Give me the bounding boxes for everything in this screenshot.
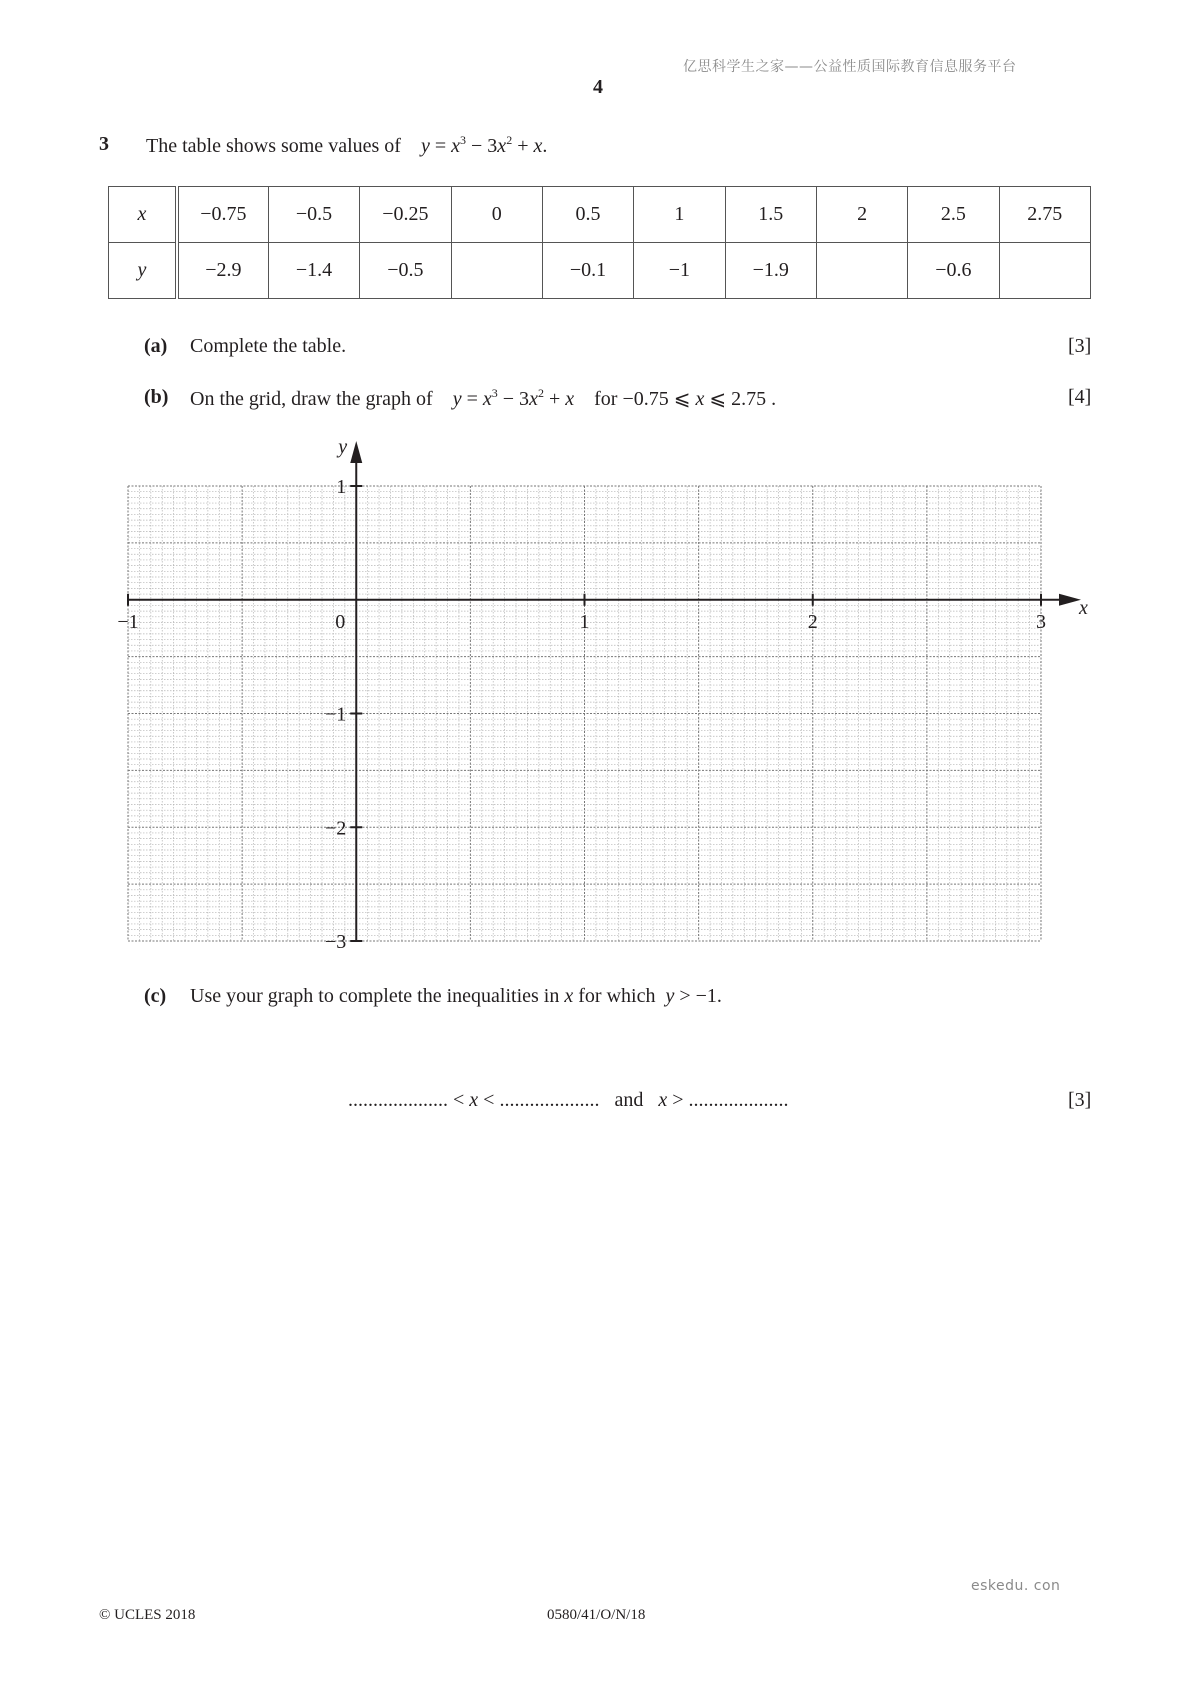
eq-y: y bbox=[452, 388, 462, 410]
answer-line bbox=[348, 1089, 789, 1112]
range-x: x bbox=[695, 388, 705, 410]
axis-tick-labels bbox=[117, 436, 1088, 953]
x-tick-label: −1 bbox=[117, 610, 139, 633]
table-header-x: x bbox=[109, 187, 178, 243]
eq-x-cubed: x bbox=[482, 388, 492, 410]
part-c-text bbox=[190, 985, 722, 1008]
range-end: ⩽ 2.75 . bbox=[704, 388, 777, 410]
y-tick-label: −2 bbox=[324, 817, 347, 840]
table-cell: −0.5 bbox=[360, 243, 451, 299]
table-cell: 1.5 bbox=[725, 187, 816, 243]
eq-equals: = bbox=[429, 135, 452, 157]
part-a-label: (a) bbox=[144, 335, 168, 357]
answer-x-2: x bbox=[658, 1089, 668, 1111]
x-tick-label: 0 bbox=[335, 610, 346, 633]
table-cell: −0.1 bbox=[542, 243, 633, 299]
gt-sign: > bbox=[667, 1089, 689, 1111]
eq-exp-2: 2 bbox=[506, 133, 513, 147]
lt-sign-1: < bbox=[448, 1089, 470, 1111]
eq-plus: + bbox=[543, 388, 566, 410]
eq-end: . bbox=[542, 135, 548, 157]
table-cell: −2.9 bbox=[177, 243, 268, 299]
part-c-marks: [3] bbox=[1068, 1089, 1092, 1111]
y-tick-label: −3 bbox=[324, 931, 347, 953]
part-b-prefix: On the grid, draw the graph of bbox=[190, 388, 433, 410]
eq-x: x bbox=[533, 135, 543, 157]
eq-exp-2: 2 bbox=[537, 386, 544, 400]
eq-minus: − 3 bbox=[466, 135, 498, 157]
part-b-marks: [4] bbox=[1068, 386, 1092, 408]
part-c-mid: for which bbox=[578, 985, 656, 1007]
table-cell: 0.5 bbox=[542, 187, 633, 243]
part-c-label: (c) bbox=[144, 985, 167, 1007]
eq-x-cubed: x bbox=[451, 135, 461, 157]
eq-exp-3: 3 bbox=[491, 386, 498, 400]
part-a-text: Complete the table. bbox=[190, 335, 347, 357]
range-text: for −0.75 ⩽ bbox=[594, 388, 696, 410]
site-watermark: eskedu. con bbox=[971, 1578, 1061, 1594]
paper-code: 0580/41/O/N/18 bbox=[547, 1607, 646, 1623]
table-cell: −1 bbox=[634, 243, 725, 299]
eq-x: x bbox=[565, 388, 575, 410]
answer-blank-2[interactable]: .................... bbox=[499, 1089, 600, 1111]
intro-text: The table shows some values of bbox=[146, 135, 401, 157]
table-cell: −0.25 bbox=[360, 187, 451, 243]
x-tick-label: 3 bbox=[1036, 610, 1046, 633]
part-c-x: x bbox=[564, 985, 574, 1007]
eq-equals: = bbox=[461, 388, 483, 410]
watermark-text: 亿思科学生之家——公益性质国际教育信息服务平台 bbox=[683, 59, 1017, 75]
table-cell: 2 bbox=[816, 187, 907, 243]
part-c-prefix: Use your graph to complete the inequalities in bbox=[190, 985, 560, 1007]
table-cell: −1.9 bbox=[725, 243, 816, 299]
table-cell: −0.6 bbox=[908, 243, 999, 299]
answer-x-1: x bbox=[469, 1089, 479, 1111]
eq-minus: − 3 bbox=[497, 388, 530, 410]
and-text: and bbox=[614, 1089, 644, 1111]
table-cell: 1 bbox=[634, 187, 725, 243]
grid-major-lines bbox=[128, 486, 1041, 941]
part-c-y: y bbox=[665, 985, 675, 1007]
eq-x-squared: x bbox=[497, 135, 507, 157]
table-cell: 2.75 bbox=[999, 187, 1090, 243]
table-cell: −0.75 bbox=[177, 187, 268, 243]
eq-x-squared: x bbox=[529, 388, 538, 410]
x-axis-label: x bbox=[1079, 596, 1088, 619]
table-cell: −0.5 bbox=[268, 187, 359, 243]
table-cell: 2.5 bbox=[908, 187, 999, 243]
part-b-label: (b) bbox=[144, 386, 169, 408]
part-a-marks: [3] bbox=[1068, 335, 1092, 357]
y-axis-label: y bbox=[338, 436, 348, 458]
part-c-end: > −1. bbox=[674, 985, 722, 1007]
x-tick-label: 1 bbox=[579, 610, 590, 633]
eq-y: y bbox=[420, 135, 430, 157]
eq-plus: + bbox=[512, 135, 534, 157]
table-cell: 0 bbox=[451, 187, 542, 243]
table-header-y: y bbox=[109, 243, 178, 299]
question-number: 3 bbox=[99, 133, 109, 155]
x-axis-arrow bbox=[1059, 594, 1081, 606]
copyright-text: © UCLES 2018 bbox=[99, 1607, 196, 1623]
page-number: 4 bbox=[593, 76, 603, 98]
table-cell: −1.4 bbox=[268, 243, 359, 299]
answer-blank-1[interactable]: .................... bbox=[348, 1089, 448, 1111]
answer-blank-3[interactable]: .................... bbox=[688, 1089, 789, 1111]
eq-exp-3: 3 bbox=[460, 133, 467, 147]
y-tick-label: 1 bbox=[336, 476, 347, 498]
y-axis-arrow bbox=[350, 441, 362, 463]
x-tick-label: 2 bbox=[807, 610, 818, 633]
y-tick-label: −1 bbox=[324, 703, 347, 726]
lt-sign-2: < bbox=[478, 1089, 500, 1111]
